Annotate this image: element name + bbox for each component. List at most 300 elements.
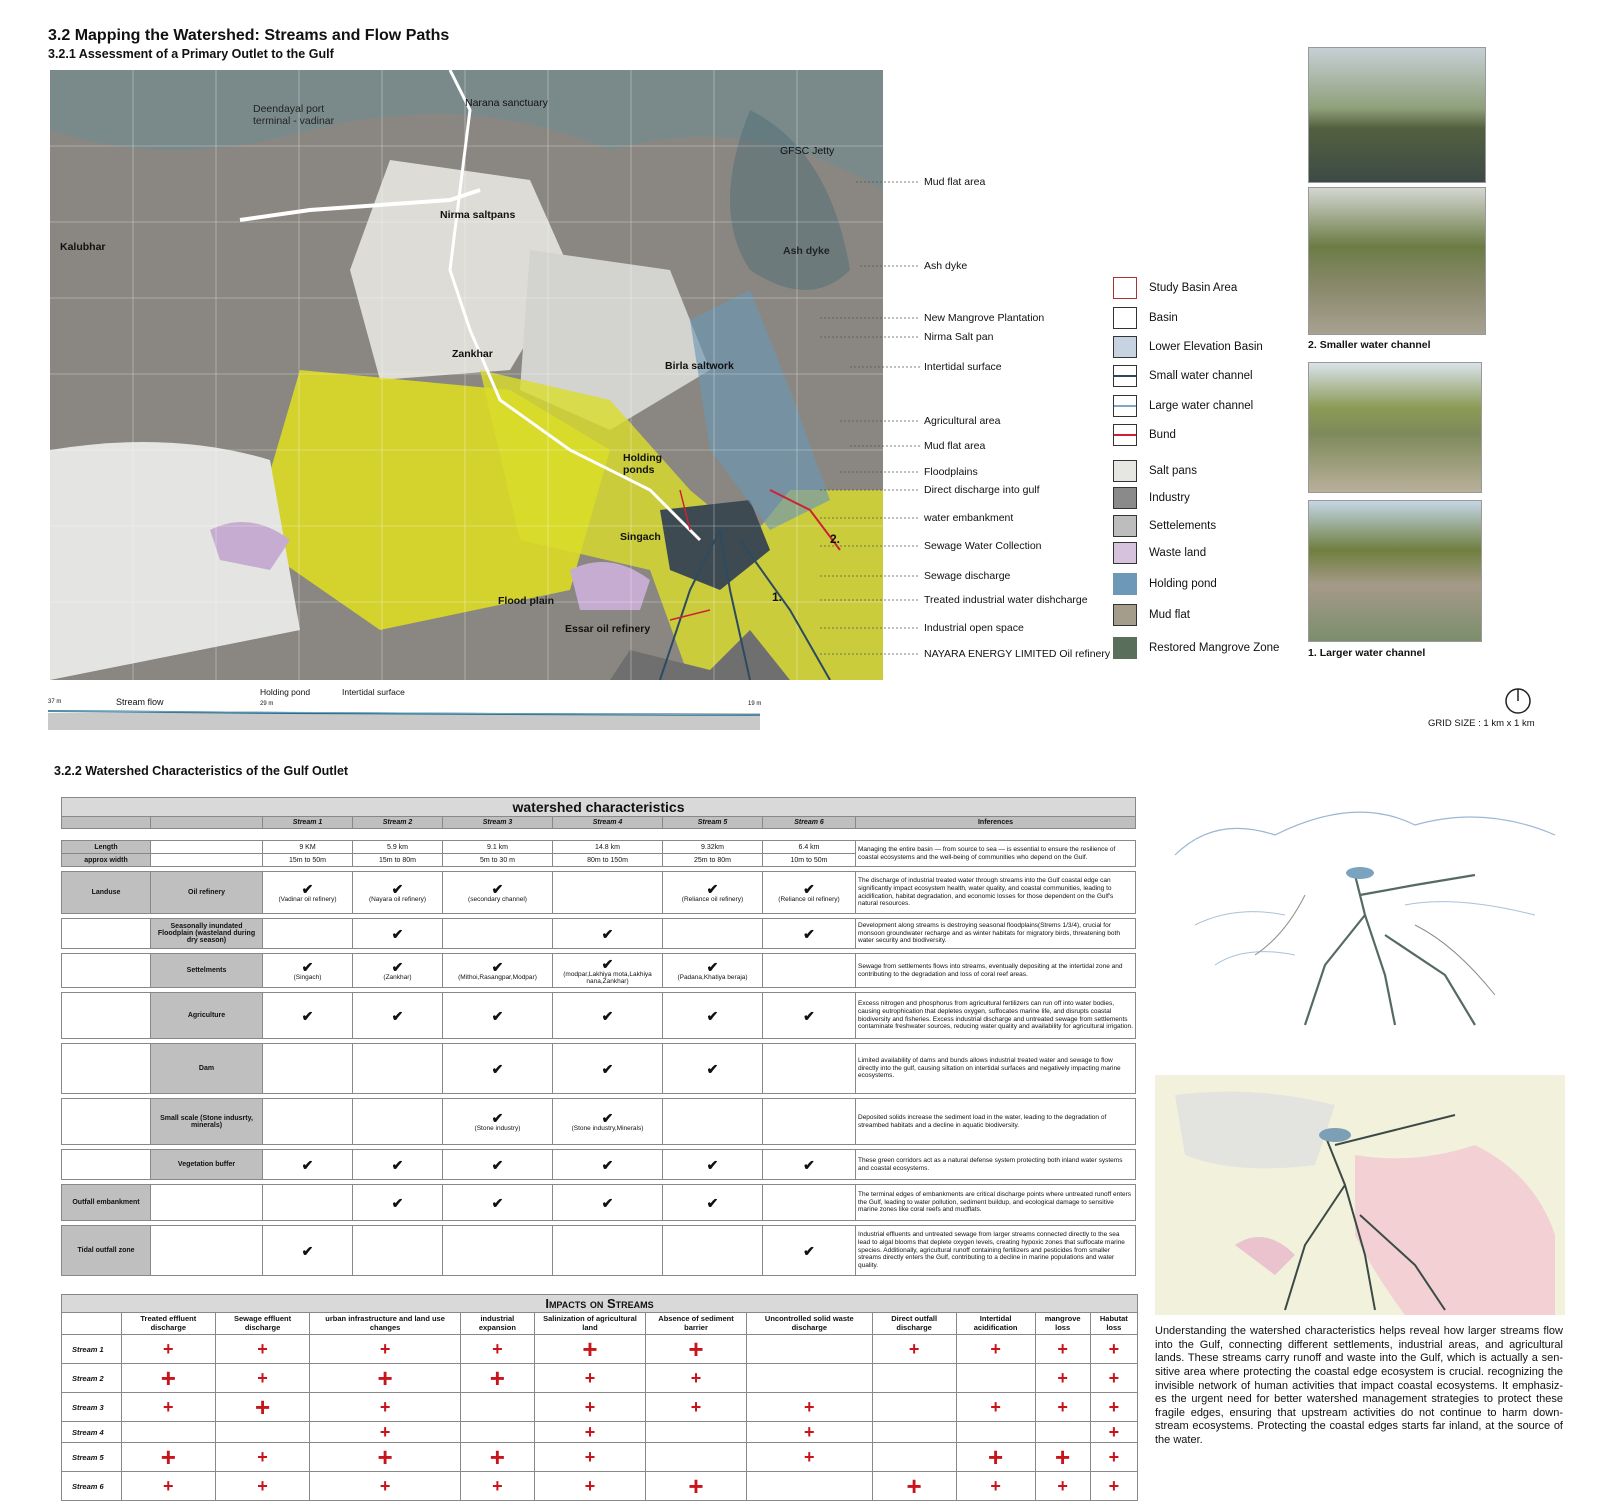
impact-cell [1090,1472,1137,1501]
callout-direct: Direct discharge into gulf [924,484,1040,496]
impact-cell [122,1335,216,1364]
impact-cell [215,1422,310,1443]
row-label [151,1185,263,1221]
check-icon: ✔ [601,1007,614,1024]
cell-note: (Singach) [293,974,322,981]
width-cell: 25m to 80m [663,854,763,867]
cell-note: (secondary channel) [468,896,527,903]
stream-cell [553,993,663,1039]
impact-plus-icon: + [688,1334,704,1364]
length-cell: 9.1 km [443,841,553,854]
map-label-narana: Narana sanctuary [465,97,548,109]
group-label: Tidal outfall zone [62,1226,151,1276]
legend-item [1113,487,1190,509]
impact-row-label: Stream 5 [62,1443,122,1472]
check-icon: ✔ [301,1156,314,1173]
map-label-birla: Birla saltwork [665,360,734,372]
photo-channel-2 [1308,187,1486,335]
row-label: Settelments [151,954,263,988]
impact-column-header: Salinization of agricultural land [534,1313,645,1335]
impacts-title: Impacts on Streams [62,1295,1138,1313]
stream-cell [553,954,663,988]
check-icon: ✔ [391,925,404,942]
impact-cell [645,1472,746,1501]
impact-plus-icon: + [257,1476,268,1496]
impact-column-header: Intertidal acidification [956,1313,1035,1335]
stream-cell [443,1150,553,1180]
impact-column-header: Habutat loss [1090,1313,1137,1335]
stream-cell [263,872,353,914]
callout-floodplains: Floodplains [924,466,978,478]
impact-cell [122,1364,216,1393]
characteristics-table [61,797,1136,1276]
length-cell: 9.32km [663,841,763,854]
impact-row-label: Stream 6 [62,1472,122,1501]
impact-cell [956,1472,1035,1501]
stream-cell [263,1226,353,1276]
callout-leaders [820,170,930,660]
stream-cell [353,1099,443,1145]
map-label-kalubhar: Kalubhar [60,241,106,253]
callout-nayara: NAYARA ENERGY LIMITED Oil refinery [924,648,1111,660]
group-label [62,1044,151,1094]
map-label-essar: Essar oil refinery [565,623,651,635]
impact-cell [460,1443,534,1472]
legend-item [1113,277,1237,299]
map-label-zankhar: Zankhar [452,348,493,360]
impact-cell [534,1335,645,1364]
impact-plus-icon: + [377,1442,393,1472]
stream-header: Stream 4 [553,817,663,829]
callout-agri: Agricultural area [924,415,1001,427]
legend-item [1113,637,1279,659]
stream-cell [353,993,443,1039]
legend-label: Bund [1149,429,1176,441]
check-icon: ✔ [803,1242,815,1259]
legend-swatch [1113,336,1137,358]
legend-label: Lower Elevation Basin [1149,341,1263,353]
impact-cell [645,1422,746,1443]
impact-cell [460,1393,534,1422]
legend-swatch [1113,573,1137,595]
impact-plus-icon: + [377,1363,393,1393]
impact-plus-icon: + [1108,1397,1120,1417]
check-icon: ✔ [391,1194,404,1211]
callout-mudflat-2: Mud flat area [924,440,986,452]
cell-note: (Mithoi,Rasangpar,Modpar) [458,974,537,981]
stream-cell [263,1099,353,1145]
legend-label: Basin [1149,312,1178,324]
section-holding-pond: Holding pond [260,687,311,697]
impact-column-header: mangrove loss [1035,1313,1090,1335]
impact-plus-icon: + [688,1471,704,1501]
stream-cell [663,1099,763,1145]
check-icon: ✔ [803,1156,815,1173]
impact-cell [1035,1393,1090,1422]
map-label-1: 1. [772,590,783,604]
legend-label: Study Basin Area [1149,282,1238,294]
impact-cell [534,1443,645,1472]
impact-plus-icon: + [1057,1339,1068,1359]
legend-item [1113,515,1216,537]
check-icon: ✔ [491,1007,504,1024]
impact-cell [215,1335,310,1364]
stream-cell [443,1185,553,1221]
stream-cell [263,1044,353,1094]
impact-column-header: Treated effluent discharge [122,1313,216,1335]
impact-cell [310,1422,460,1443]
summary-paragraph: Understanding the watershed characteristics helps reveal how larger streams flow into the Gulf, connecting different settlements, industrial areas, and agricultural lands. These streams carry runoff and waste into the Gulf, which is actually a sen-sitive area where protecting the coastal edge ecosystem is crucial. recognizing the invisible network of human activities that impact coastal ecosystems. It emphasiz-es the urgent need for better watershed management strategies to protect these fragile edges, ensuring that upstream activities do not continue to harm down-stream ecosystems. Protecting the coastal edges starts far inland, at the source of the water. [1155,1325,1563,1446]
impact-plus-icon: + [160,1442,176,1472]
landuse-diagram [1155,1075,1565,1315]
length-inference: Managing the entire basin — from source to sea — is essential to ensure the resilience of coastal ecosystems and the well-being of communities who depend on the Gulf. [856,841,1136,867]
check-icon: ✔ [706,881,719,897]
stream-cell [353,919,443,949]
check-icon: ✔ [491,1156,504,1173]
callout-mudflat-1: Mud flat area [924,176,986,188]
impact-cell [310,1393,460,1422]
legend-item [1113,542,1206,564]
check-icon: ✔ [491,1194,504,1211]
cell-note: (Reliance oil refinery) [681,896,744,903]
legend-swatch [1113,515,1137,537]
impact-plus-icon: + [379,1476,391,1496]
row-inference: Industrial effluents and untreated sewage from larger streams connected directly to the sea lead to algal blooms that deplete oxygen levels, creating hypoxic zones that suffocate marine species. Additionally, agricultural runoff containing fertilizers and pesticides from smaller streams directly enters the Gulf, contributing to a decline in marine populations and water quality. [856,1226,1136,1276]
impact-cell [645,1335,746,1364]
impact-plus-icon: + [257,1447,268,1467]
width-cell: 5m to 30 m [443,854,553,867]
stream-header: Stream 3 [443,817,553,829]
stream-cell [763,1044,856,1094]
legend-item [1113,573,1217,595]
stream-cell [353,1044,443,1094]
photo-channel-1 [1308,47,1486,183]
impact-plus-icon: + [379,1339,391,1359]
impact-plus-icon: + [254,1392,271,1422]
impact-cell [1035,1364,1090,1393]
legend-label: Waste land [1149,547,1207,559]
impact-plus-icon: + [1057,1397,1068,1417]
row-label: Vegetation buffer [151,1150,263,1180]
photo-channel-3 [1308,362,1482,493]
stream-cell [443,993,553,1039]
check-icon: ✔ [706,959,719,975]
group-label [62,1150,151,1180]
stream-cell [353,1150,443,1180]
legend-swatch [1113,460,1137,482]
stream-cell [263,993,353,1039]
impact-plus-icon: + [988,1442,1004,1472]
row-label [151,1226,263,1276]
impact-plus-icon: + [257,1339,268,1359]
elev-left: 37 m [48,699,62,705]
impact-plus-icon: + [1108,1339,1120,1359]
impact-column-header: Absence of sediment barrier [645,1313,746,1335]
legend-label: Mud flat [1149,609,1190,621]
caption-larger-channel: 1. Larger water channel [1308,647,1426,659]
impact-plus-icon: + [584,1476,596,1496]
check-icon: ✔ [601,1110,614,1126]
row-inference: Sewage from settlements flows into streams, eventually depositing at the intertidal zone and contributing to the degradation and loss of coral reef areas. [856,954,1136,988]
callout-ashdyke: Ash dyke [924,260,968,272]
stream-cell [663,872,763,914]
impact-plus-icon: + [582,1334,598,1364]
impact-plus-icon: + [163,1476,174,1496]
impact-plus-icon: + [690,1368,702,1388]
stream-cell [353,872,443,914]
legend-swatch [1113,307,1137,329]
legend-label: Holding pond [1149,578,1217,590]
impact-cell [310,1364,460,1393]
impacts-table [61,1294,1138,1501]
impact-cell [956,1422,1035,1443]
grid-size: GRID SIZE : 1 km x 1 km [1428,718,1535,729]
stream-cell [663,919,763,949]
impact-cell [1090,1364,1137,1393]
stream-cell [763,993,856,1039]
legend-item [1113,460,1197,482]
impact-plus-icon: + [492,1339,503,1359]
impact-plus-icon: + [163,1397,174,1417]
impact-cell [534,1422,645,1443]
stream-cell [553,872,663,914]
check-icon: ✔ [491,959,504,975]
impact-cell [215,1393,310,1422]
check-icon: ✔ [301,959,314,975]
legend-swatch [1113,365,1137,387]
impact-plus-icon: + [990,1339,1001,1359]
check-icon: ✔ [601,1156,614,1173]
map-label-ashdyke: Ash dyke [783,245,830,257]
row-inference: Development along streams is destroying seasonal floodplains(Strems 1/3/4), crucial for monsoon groundwater recharge and as winter habitats for migratory birds, threatening both water security and biodiversity. [856,919,1136,949]
impact-cell [310,1472,460,1501]
impact-cell [747,1364,873,1393]
section-profile [48,687,762,730]
impact-cell [872,1472,956,1501]
impact-plus-icon: + [1057,1368,1068,1388]
elev-right: 19 m [748,701,762,707]
impact-cell [872,1335,956,1364]
map-graphic [50,70,883,680]
callout-nirma: Nirma Salt pan [924,331,994,343]
legend-label: Restored Mangrove Zone [1149,642,1280,654]
impact-cell [747,1472,873,1501]
cell-note: (Padana,Khatiya beraja) [677,974,748,981]
stream-cell [663,1226,763,1276]
map-label-jetty: GFSC Jetty [780,145,835,157]
callout-open-space: Industrial open space [924,622,1024,634]
impact-cell [460,1422,534,1443]
check-icon: ✔ [391,1007,404,1024]
legend-swatch [1113,395,1137,417]
impact-cell [645,1393,746,1422]
impact-cell [747,1335,873,1364]
length-cell: 14.8 km [553,841,663,854]
impact-plus-icon: + [379,1397,391,1417]
check-icon: ✔ [491,1110,504,1126]
group-label: Outfall embankment [62,1185,151,1221]
check-icon: ✔ [391,1156,404,1173]
cell-note: (Stone industry,Minerals) [571,1125,644,1132]
legend-label: Settelements [1149,520,1217,532]
row-inference: The discharge of industrial treated water through streams into the Gulf coastal edge can significantly impact ecosystem health, water quality, and coastal communities, leading to acidification, habitat degradation, and economic losses for those dependent on the Gulf's natural resources. [856,872,1136,914]
check-icon: ✔ [301,1007,314,1024]
impact-plus-icon: + [908,1339,920,1359]
impact-cell [747,1443,873,1472]
impact-cell [215,1443,310,1472]
group-label [62,993,151,1039]
group-label [62,919,151,949]
impact-cell [460,1335,534,1364]
check-icon: ✔ [706,1060,719,1077]
impact-cell [1035,1422,1090,1443]
section-stream-flow: Stream flow [116,697,164,707]
stream-header: Stream 6 [763,817,856,829]
stream-cell [263,954,353,988]
stream-cell [553,919,663,949]
width-cell: 10m to 50m [763,854,856,867]
map-label-floodplain: Flood plain [498,595,554,607]
callout-sewage-dis: Sewage discharge [924,570,1011,582]
impact-plus-icon: + [489,1363,505,1393]
impact-cell [1035,1335,1090,1364]
legend-item [1113,395,1253,417]
stream-cell [663,1044,763,1094]
impact-cell [122,1443,216,1472]
legend-item [1113,424,1176,446]
stream-cell [263,1185,353,1221]
impact-cell [747,1393,873,1422]
cell-note: (modpar,Lakhiya mota,Lakhiya nana,Zankhar) [563,970,652,985]
cell-note: (Vadinar oil refinery) [278,896,337,903]
impact-cell [1090,1393,1137,1422]
impact-row-label: Stream 3 [62,1393,122,1422]
callout-embankment: water embankment [924,512,1014,524]
stream-header: Stream 5 [663,817,763,829]
legend-swatch [1113,604,1137,626]
width-cell: 15m to 50m [263,854,353,867]
callout-treated: Treated industrial water dishcharge [924,594,1088,606]
stream-cell [353,954,443,988]
impact-cell [310,1335,460,1364]
impact-plus-icon: + [690,1397,702,1417]
legend-item [1113,336,1263,358]
stream-cell [553,1150,663,1180]
stream-network-diagram [1155,795,1565,1035]
stream-cell [763,954,856,988]
impact-plus-icon: + [584,1397,596,1417]
check-icon: ✔ [301,1242,314,1259]
check-icon: ✔ [706,1007,719,1024]
callout-sewage-coll: Sewage Water Collection [924,540,1042,552]
impact-plus-icon: + [160,1363,176,1393]
impact-cell [956,1335,1035,1364]
impact-cell [872,1422,956,1443]
length-cell: 9 KM [263,841,353,854]
length-label: Length [62,841,151,854]
impact-plus-icon: + [906,1471,922,1501]
impact-plus-icon: + [1055,1442,1071,1472]
stream-header: Stream 2 [353,817,443,829]
row-label: Agriculture [151,993,263,1039]
impact-cell [956,1443,1035,1472]
row-inference: Deposited solids increase the sediment load in the water, leading to the degradation of streambed habitats and a decline in aquatic biodiversity. [856,1099,1136,1145]
impact-cell [534,1393,645,1422]
cell-note: (Reliance oil refinery) [778,896,840,903]
impact-plus-icon: + [379,1422,391,1442]
stream-cell [763,1185,856,1221]
group-label: Landuse [62,872,151,914]
check-icon: ✔ [601,1194,614,1211]
impact-cell [872,1393,956,1422]
impact-row-label: Stream 1 [62,1335,122,1364]
legend-swatch [1113,424,1137,446]
impact-cell [872,1364,956,1393]
row-inference: Limited availability of dams and bunds allows industrial treated water and sewage to flow directly into the gulf, causing siltation on intertidal surfaces and negatively impacting marine ecosystems. [856,1044,1136,1094]
impact-cell [1090,1335,1137,1364]
map-label-holding: Holding ponds [623,452,663,476]
callout-mangrove: New Mangrove Plantation [924,312,1045,324]
impact-plus-icon: + [584,1422,596,1442]
impact-cell [215,1472,310,1501]
stream-cell [663,1185,763,1221]
stream-cell [443,1226,553,1276]
legend-item [1113,307,1178,329]
stream-cell [763,872,856,914]
impact-cell [645,1443,746,1472]
impact-cell [1090,1422,1137,1443]
check-icon: ✔ [803,1007,815,1024]
map-label-nirma: Nirma saltpans [440,209,516,221]
stream-cell [553,1044,663,1094]
stream-cell [263,1150,353,1180]
impact-column-header: Uncontrolled solid waste discharge [747,1313,873,1335]
row-label: Dam [151,1044,263,1094]
callout-intertidal: Intertidal surface [924,361,1002,373]
check-icon: ✔ [803,925,815,942]
impact-cell [1090,1443,1137,1472]
check-icon: ✔ [601,1060,614,1077]
check-icon: ✔ [301,881,314,897]
group-label [62,1099,151,1145]
stream-cell [443,954,553,988]
impact-cell [460,1364,534,1393]
impact-plus-icon: + [804,1397,815,1417]
legend-swatch [1113,277,1137,299]
impact-plus-icon: + [584,1447,596,1467]
stream-cell [353,1185,443,1221]
impact-column-header: industrial expansion [460,1313,534,1335]
impact-plus-icon: + [257,1368,268,1388]
legend-label: Salt pans [1149,465,1197,477]
legend-label: Industry [1149,492,1190,504]
legend-swatch [1113,487,1137,509]
group-label [62,954,151,988]
impact-plus-icon: + [584,1368,596,1388]
page-title: 3.2 Mapping the Watershed: Streams and Flow Paths [48,27,450,44]
elev-mid: 29 m [260,701,274,707]
impact-cell [645,1364,746,1393]
impact-cell [122,1393,216,1422]
impact-cell [1035,1472,1090,1501]
impact-cell [956,1364,1035,1393]
stream-cell [763,1226,856,1276]
row-inference: These green corridors act as a natural defense system protecting both inland water systems and coastal ecosystems. [856,1150,1136,1180]
stream-cell [663,993,763,1039]
impact-plus-icon: + [1108,1476,1120,1496]
photo-channel-4 [1308,500,1482,642]
stream-cell [353,1226,443,1276]
